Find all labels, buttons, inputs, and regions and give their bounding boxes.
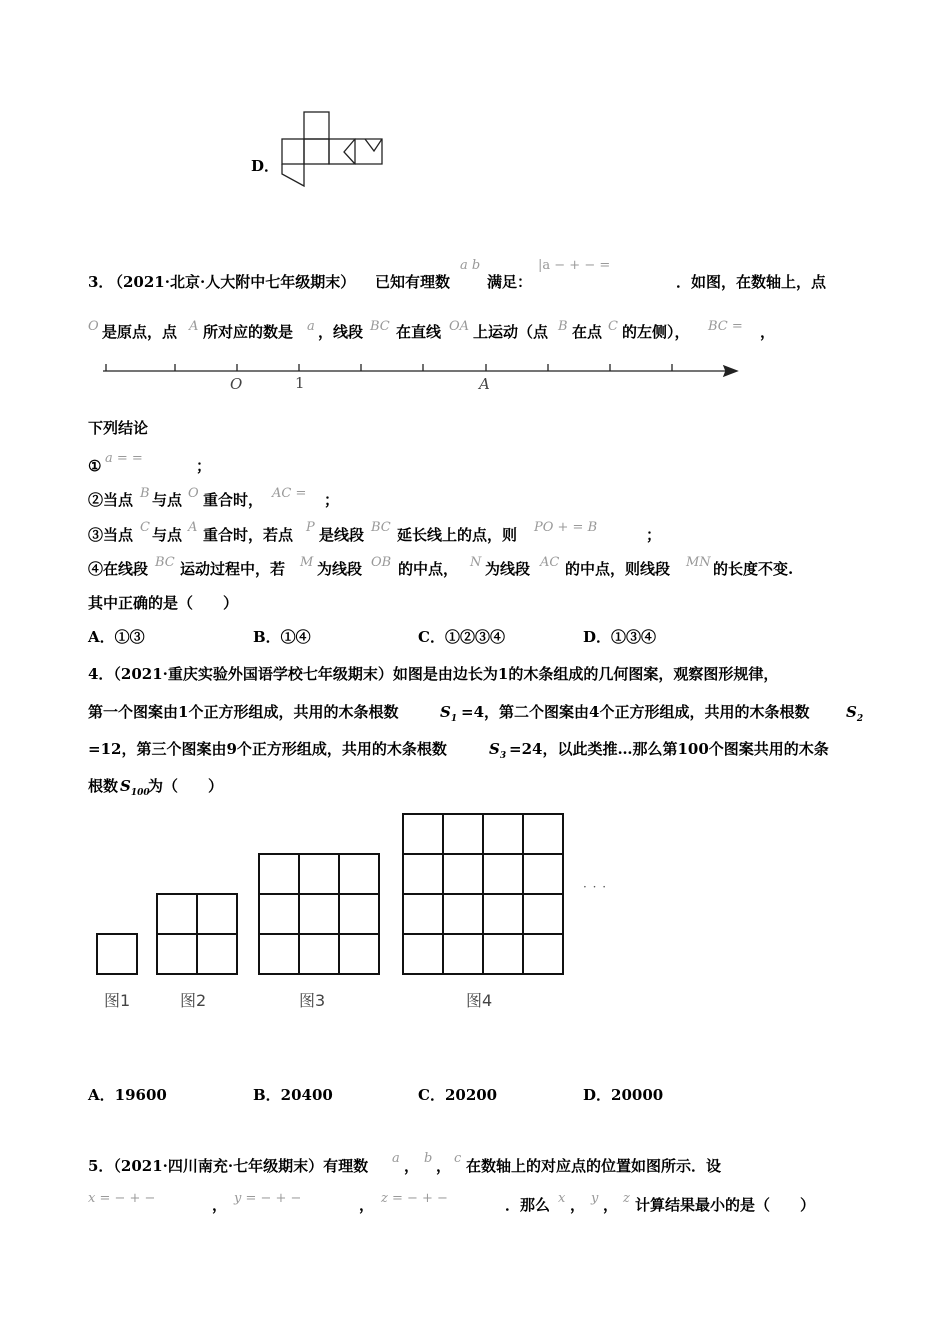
c4-var-OB: OB [371, 555, 392, 570]
q3-l2-text-e: 上运动（点 [473, 323, 549, 341]
q5-var-x: x [558, 1191, 566, 1206]
q5-sep-6: ， [603, 1196, 619, 1214]
q3-var-O: O [88, 319, 99, 334]
q4-figure-1 [96, 933, 138, 975]
q3-var-B: B [558, 319, 568, 334]
c1-end: ； [196, 457, 212, 475]
q4-S100-subscript: 100 [130, 788, 150, 798]
q4-line-2b: =4，第二个图案由4个正方形组成，共用的木条根数 [461, 703, 810, 721]
q4-choice-a[interactable]: A．19600 [88, 1086, 167, 1104]
q5-x-def: x = − + − [88, 1191, 156, 1206]
c2-text-c: 重合时， [203, 491, 264, 509]
q4-figure-3 [258, 853, 380, 975]
q3-given-equation: |a − + − = [538, 258, 611, 273]
c4-var-AC: AC [540, 555, 560, 570]
q5-sep-3: ， [212, 1196, 228, 1214]
c4-var-MN: MN [686, 555, 711, 570]
q4-line-3b: =24，以此类推…那么第100个图案共用的木条 [509, 740, 829, 758]
c4-text-b: 运动过程中，若 [180, 560, 286, 578]
q3-var-OA: OA [449, 319, 470, 334]
q4-ellipsis: · · · [583, 880, 608, 894]
q3-l2-text-c: ，线段 [318, 323, 364, 341]
q4-choice-d[interactable]: D．20000 [583, 1086, 664, 1104]
q4-line-3a: =12，第三个图案由9个正方形组成，共用的木条根数 [88, 740, 447, 758]
q3-conclusions-title: 下列结论 [88, 419, 149, 437]
q5-line-2a: ．那么 [505, 1196, 551, 1214]
q5-var-z: z [623, 1191, 630, 1206]
c2-var-O: O [188, 486, 199, 501]
q5-y-def: y = − + − [234, 1191, 302, 1206]
q5-line-1b: 在数轴上的对应点的位置如图所示．设 [466, 1157, 722, 1175]
q3-source: （2021·北京·人大附中七年级期末） [108, 273, 356, 291]
q4-line-4b: 为（ ） [148, 777, 224, 795]
c4-text-f: 的中点，则线段 [565, 560, 671, 578]
c3-var-BC: BC [371, 520, 391, 535]
q4-fig-label-4: 图4 [466, 991, 493, 1010]
c2-text-a: ②当点 [88, 491, 134, 509]
q4-figure-2 [156, 893, 238, 975]
q4-line-1: 4．（2021·重庆实验外国语学校七年级期末）如图是由边长为1的木条组成的几何图案，观察图形规律， [88, 665, 779, 683]
q3-stem-c: ．如图，在数轴上，点 [676, 273, 827, 291]
c4-text-d: 的中点， [398, 560, 459, 578]
c2-math: AC = [272, 486, 307, 501]
q5-var-b: b [424, 1151, 433, 1166]
c3-text-d: 是线段 [319, 526, 365, 544]
c3-var-C: C [140, 520, 150, 535]
c2-text-b: 与点 [152, 491, 183, 509]
q4-S2: $S_2$ [846, 703, 864, 724]
q3-number: 3． [88, 273, 114, 291]
c4-text-c: 为线段 [317, 560, 363, 578]
q4-fig-label-3: 图3 [299, 991, 326, 1010]
q3-l2-text-a: 是原点，点 [102, 323, 178, 341]
q5-var-y: y [591, 1191, 599, 1206]
c2-end: ； [324, 491, 340, 509]
c3-text-b: 与点 [152, 526, 183, 544]
q3-choice-d[interactable]: D．①③④ [583, 628, 657, 646]
q3-var-A: A [189, 319, 199, 334]
q5-line-2b: 计算结果最小的是（ ） [635, 1196, 816, 1214]
option-d-label: D． [251, 157, 280, 175]
q3-l2-text-d: 在直线 [396, 323, 442, 341]
c4-text-g: 的长度不变. [713, 560, 794, 578]
c4-text-e: 为线段 [485, 560, 531, 578]
q4-line-2a: 第一个图案由1个正方形组成，共用的木条根数 [88, 703, 399, 721]
q5-sep-1: ， [404, 1157, 420, 1175]
q5-z-def: z = − + − [381, 1191, 448, 1206]
q3-choice-c[interactable]: C．①②③④ [418, 628, 505, 646]
q4-S1-subscript: 1 [450, 714, 458, 724]
q5-sep-5: ， [570, 1196, 586, 1214]
q4-choice-c[interactable]: C．20200 [418, 1086, 498, 1104]
q3-stem-a: 已知有理数 [375, 273, 451, 291]
c4-var-M: M [300, 555, 314, 570]
q3-l2-text-h: ， [760, 323, 776, 341]
c3-text-c: 重合时，若点 [203, 526, 294, 544]
c1-mark: ① [88, 457, 102, 475]
c2-var-B: B [140, 486, 150, 501]
q4-figure-4 [402, 813, 564, 975]
q5-line-1a: 5．（2021·四川南充·七年级期末）有理数 [88, 1157, 369, 1175]
q3-var-ab: a b [460, 258, 481, 273]
q5-sep-4: ， [359, 1196, 375, 1214]
q4-S2-subscript: 2 [856, 714, 864, 724]
q3-BC-equals: BC = [708, 319, 743, 334]
q4-S1: $S_1$ [440, 703, 458, 724]
numberline-label-O: O [230, 375, 243, 393]
q4-choice-b[interactable]: B．20400 [253, 1086, 333, 1104]
c3-var-P: P [306, 520, 315, 535]
c4-text-a: ④在线段 [88, 560, 149, 578]
q3-var-C: C [608, 319, 618, 334]
q3-var-a: a [307, 319, 315, 334]
q4-fig-label-1: 图1 [104, 991, 131, 1010]
c4-var-N: N [470, 555, 482, 570]
q3-number-line [0, 0, 950, 400]
c4-var-BC: BC [155, 555, 175, 570]
numberline-label-1: 1 [295, 374, 305, 392]
q3-stem-b: 满足： [487, 273, 533, 291]
c3-text-e: 延长线上的点，则 [397, 526, 518, 544]
q4-S3: $S_3$ [489, 740, 507, 761]
q3-question: 其中正确的是（ ） [88, 594, 239, 612]
c3-end: ； [646, 526, 662, 544]
q3-choice-b[interactable]: B．①④ [253, 628, 311, 646]
q4-fig-label-2: 图2 [180, 991, 207, 1010]
q3-l2-text-g: 的左侧）， [622, 323, 690, 341]
q4-line-4a: 根数 [88, 777, 119, 795]
q4-S100: $S_{100}$ [120, 777, 150, 798]
c1-math: a = = [105, 451, 143, 466]
q5-var-c: c [454, 1151, 462, 1166]
c3-var-A: A [188, 520, 198, 535]
c3-text-a: ③当点 [88, 526, 134, 544]
c3-math: PO + = B [534, 520, 598, 535]
q3-l2-text-b: 所对应的数是 [203, 323, 294, 341]
numberline-label-A: A [479, 375, 490, 393]
q3-var-BC: BC [370, 319, 390, 334]
q5-sep-2: ， [436, 1157, 452, 1175]
q3-choice-a[interactable]: A．①③ [88, 628, 145, 646]
q3-l2-text-f: 在点 [572, 323, 603, 341]
q5-var-a: a [392, 1151, 400, 1166]
q4-S3-subscript: 3 [499, 751, 507, 761]
